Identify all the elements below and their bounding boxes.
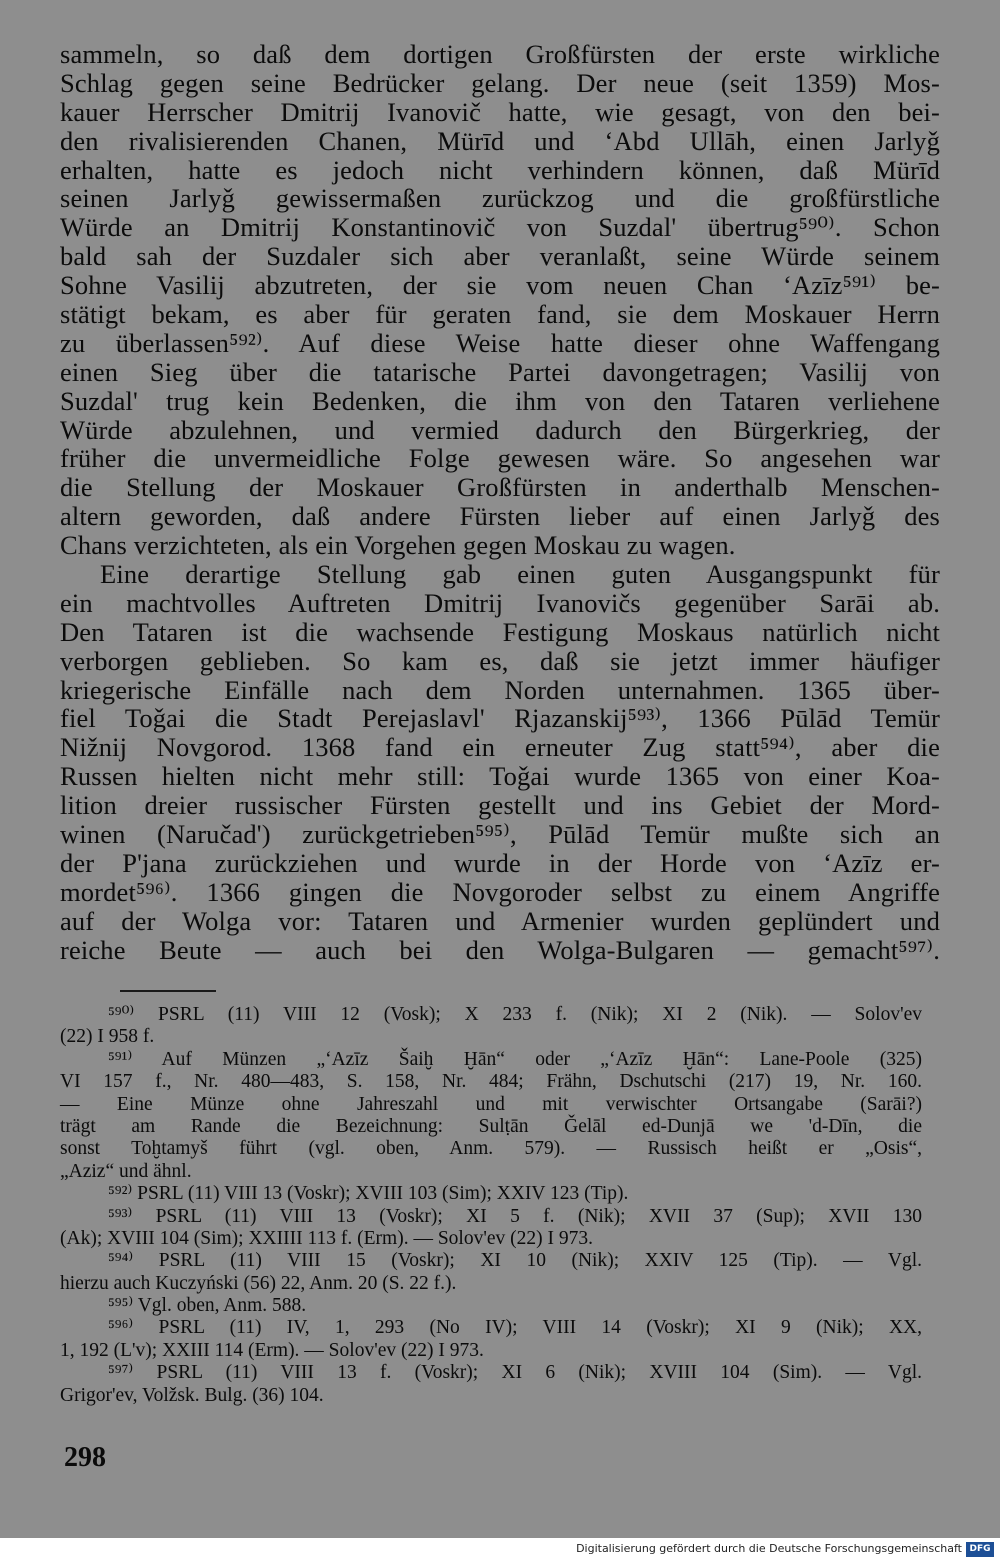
text-line: altern geworden, daß andere Fürsten lieber auf einen Jarlyǧ des: [60, 501, 940, 532]
text-line: seinen Jarlyǧ gewissermaßen zurückzog und die großfürstliche: [60, 183, 940, 214]
body-text: [60, 40, 940, 965]
footnote-line: ⁵⁹⁰⁾ PSRL (11) VIII 12 (Vosk); X 233 f. (Nik); XI 2 (Nik). — Solov'ev: [108, 1004, 922, 1025]
text-line: Eine derartige Stellung gab einen guten Ausgangspunkt für: [100, 559, 940, 590]
footnotes: [60, 1004, 922, 1407]
text-line: kriegerische Einfälle nach dem Norden unternahmen. 1365 über-: [60, 674, 940, 705]
text-line: den rivalisierenden Chanen, Mürīd und ʻAbd Ullāh, einen Jarlyǧ: [60, 125, 940, 156]
footnote-line: ⁵⁹³⁾ PSRL (11) VIII 13 (Voskr); XI 5 f. (Nik); XVII 37 (Sup); XVII 130: [108, 1205, 922, 1227]
footnote-line: „Aziz“ und ähnl.: [60, 1160, 192, 1182]
text-line: sammeln, so daß dem dortigen Großfürsten der erste wirkliche: [60, 39, 940, 69]
text-line: fiel Toǧai die Stadt Perejaslavl' Rjazanskij⁵⁹³⁾, 1366 Pūlād Temür: [60, 703, 940, 734]
footnote-line: 1, 192 (L'v); XXIII 114 (Erm). — Solov'ev (22) I 973.: [60, 1339, 484, 1361]
text-line: kauer Herrscher Dmitrij Ivanovič hatte, wie gesagt, von den bei-: [60, 96, 940, 127]
text-line: reiche Beute — auch bei den Wolga-Bulgaren — gemacht⁵⁹⁷⁾.: [60, 934, 940, 965]
text-line: einen Sieg über die tatarische Partei davongetragen; Vasilij von: [60, 356, 940, 387]
footnote-line: — Eine Münze ohne Jahreszahl und mit verwischter Ortsangabe (Sarāi?): [60, 1093, 922, 1115]
footnote-line: ⁵⁹⁶⁾ PSRL (11) IV, 1, 293 (No IV); VIII 14 (Voskr); XI 9 (Nik); XX,: [108, 1317, 922, 1339]
footnote-line: (22) I 958 f.: [60, 1026, 155, 1048]
text-line: Würde an Dmitrij Konstantinovič von Suzdal' übertrug⁵⁹⁰⁾. Schon: [60, 212, 940, 243]
footnote-line: Grigor'ev, Volžsk. Bulg. (36) 104.: [60, 1384, 324, 1406]
text-line: Würde abzulehnen, und vermied dadurch den Bürgerkrieg, der: [60, 414, 940, 445]
footnote-line: sonst Toḫtamyš führt (vgl. oben, Anm. 579). — Russisch heißt er „Osis“,: [60, 1138, 922, 1160]
footnote-line: hierzu auch Kuczyński (56) 22, Anm. 20 (S. 22 f.).: [60, 1272, 457, 1294]
footnote-line: ⁵⁹¹⁾ Auf Münzen „ʻAzīz Šaiḫ Ḫān“ oder „ʻAzīz Ḫān“: Lane-Poole (325): [108, 1048, 922, 1070]
footnote-line: ⁵⁹²⁾ PSRL (11) VIII 13 (Voskr); XVIII 103 (Sim); XXIV 123 (Tip).: [108, 1183, 629, 1205]
text-line: auf der Wolga vor: Tataren und Armenier wurden geplündert und: [60, 905, 940, 936]
text-line: erhalten, hatte es jedoch nicht verhindern können, daß Mürīd: [60, 154, 940, 185]
text-line: Nižnij Novgorod. 1368 fand ein erneuter Zug statt⁵⁹⁴⁾, aber die: [60, 732, 940, 763]
footnote-line: (Ak); XVIII 104 (Sim); XXIIII 113 f. (Erm). — Solov'ev (22) I 973.: [60, 1227, 593, 1249]
footnote-rule: [120, 990, 216, 992]
text-line: verborgen geblieben. So kam es, daß sie jetzt immer häufiger: [60, 645, 940, 676]
credit-bar: [0, 1538, 1000, 1561]
footnote-line: ⁵⁹⁵⁾ Vgl. oben, Anm. 588.: [108, 1295, 307, 1317]
text-line: ein machtvolles Auftreten Dmitrij Ivanovičs gegenüber Sarāi ab.: [60, 587, 940, 618]
credit-text: Digitalisierung gefördert durch die Deutsche Forschungsgemeinschaft: [576, 1542, 962, 1555]
footnote-line: ⁵⁹⁷⁾ PSRL (11) VIII 13 f. (Voskr); XI 6 (Nik); XVIII 104 (Sim). — Vgl.: [108, 1362, 922, 1384]
text-line: Suzdal' trug kein Bedenken, die ihm von den Tataren verliehene: [60, 385, 940, 416]
footnote-line: trägt am Rande die Bezeichnung: Sulṭān Ǧelāl ed-Dunjā we 'd-Dīn, die: [60, 1115, 922, 1137]
text-line: bald sah der Suzdaler sich aber veranlaßt, seine Würde seinem: [60, 241, 940, 272]
text-line: winen (Naručad') zurückgetrieben⁵⁹⁵⁾, Pūlād Temür mußte sich an: [60, 819, 940, 850]
text-line: Schlag gegen seine Bedrücker gelang. Der neue (seit 1359) Mos-: [60, 67, 940, 98]
text-line: die Stellung der Moskauer Großfürsten in anderthalb Menschen-: [60, 472, 940, 503]
page-number: 298: [64, 1442, 106, 1473]
text-line: Russen hielten nicht mehr still: Toǧai wurde 1365 von einer Koa-: [60, 761, 940, 792]
text-line: zu überlassen⁵⁹²⁾. Auf diese Weise hatte dieser ohne Waffengang: [60, 327, 940, 358]
text-line: früher die unvermeidliche Folge gewesen wäre. So angesehen war: [60, 443, 940, 474]
footnote-line: ⁵⁹⁴⁾ PSRL (11) VIII 15 (Voskr); XI 10 (Nik); XXIV 125 (Tip). — Vgl.: [108, 1250, 922, 1272]
text-line: stätigt bekam, es aber für geraten fand, sie dem Moskauer Herrn: [60, 299, 940, 330]
footnote-line: VI 157 f., Nr. 480—483, S. 158, Nr. 484; Frähn, Dschutschi (217) 19, Nr. 160.: [60, 1071, 922, 1093]
text-line: Den Tataren ist die wachsende Festigung Moskaus natürlich nicht: [60, 616, 940, 647]
text-line: Sohne Vasilij abzutreten, der sie vom neuen Chan ʻAzīz⁵⁹¹⁾ be-: [60, 270, 940, 301]
text-line: der P'jana zurückziehen und wurde in der Horde von ʻAzīz er-: [60, 847, 940, 878]
text-line: Chans verzichteten, als ein Vorgehen gegen Moskau zu wagen.: [60, 530, 736, 561]
text-line: lition dreier russischer Fürsten gestellt und ins Gebiet der Mord-: [60, 790, 940, 821]
dfg-logo: DFG: [966, 1542, 994, 1557]
text-line: mordet⁵⁹⁶⁾. 1366 gingen die Novgoroder selbst zu einem Angriffe: [60, 876, 940, 907]
